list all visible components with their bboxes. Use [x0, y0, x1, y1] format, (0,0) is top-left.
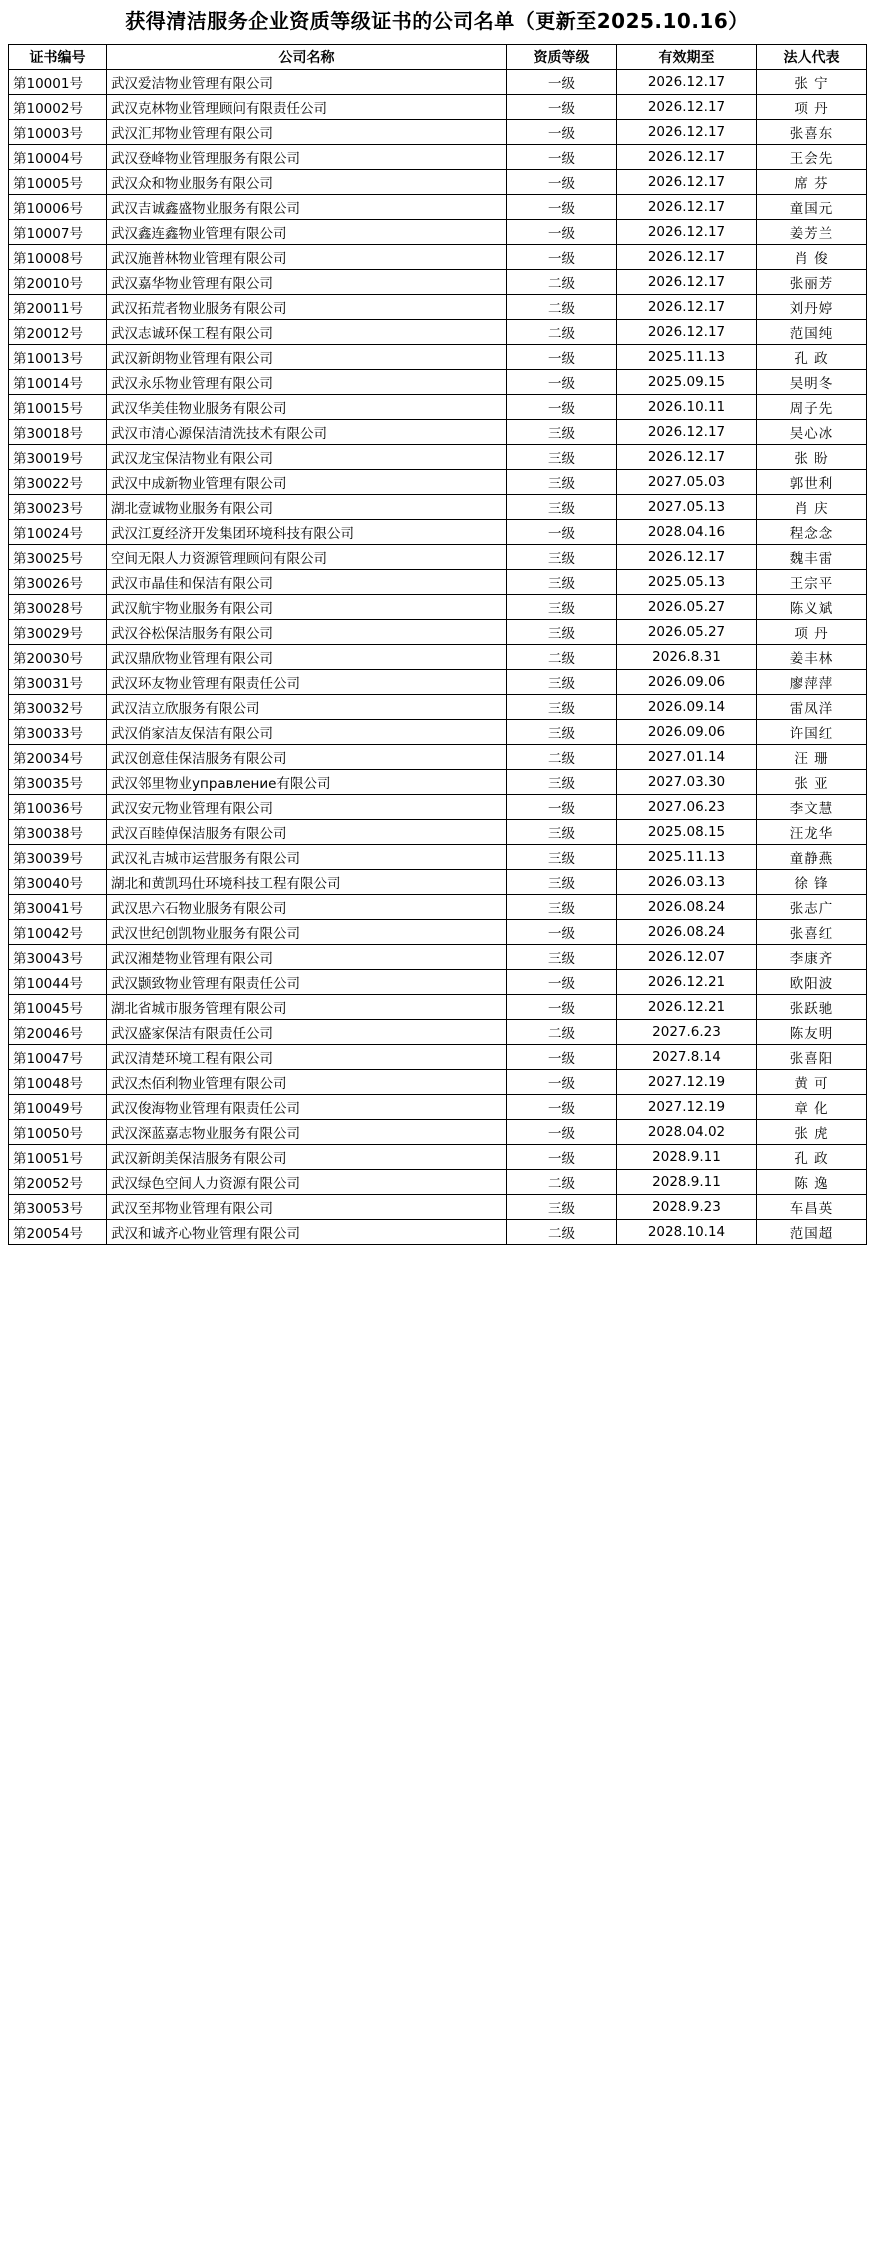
cell-valid-until: 2028.9.11 [617, 1170, 757, 1195]
cell-legal-rep: 童静燕 [757, 845, 867, 870]
cell-legal-rep: 项 丹 [757, 95, 867, 120]
cell-cert-id: 第20011号 [9, 295, 107, 320]
cell-grade: 二级 [507, 645, 617, 670]
cell-valid-until: 2026.08.24 [617, 920, 757, 945]
table-row [9, 870, 867, 895]
cell-legal-rep: 车昌英 [757, 1195, 867, 1220]
cell-grade: 二级 [507, 1020, 617, 1045]
table-row [9, 445, 867, 470]
cell-legal-rep: 姜丰林 [757, 645, 867, 670]
table-row [9, 795, 867, 820]
cell-cert-id: 第10050号 [9, 1120, 107, 1145]
cell-grade: 二级 [507, 320, 617, 345]
cell-grade: 二级 [507, 295, 617, 320]
cell-company-name: 武汉和诚齐心物业管理有限公司 [107, 1220, 507, 1245]
cell-company-name: 武汉安元物业管理有限公司 [107, 795, 507, 820]
cell-valid-until: 2028.9.11 [617, 1145, 757, 1170]
cell-valid-until: 2026.09.06 [617, 670, 757, 695]
cell-company-name: 武汉龙宝保洁物业有限公司 [107, 445, 507, 470]
cell-grade: 一级 [507, 370, 617, 395]
cell-grade: 三级 [507, 420, 617, 445]
cell-cert-id: 第20034号 [9, 745, 107, 770]
cell-cert-id: 第10036号 [9, 795, 107, 820]
cell-legal-rep: 张喜阳 [757, 1045, 867, 1070]
cell-valid-until: 2028.9.23 [617, 1195, 757, 1220]
cell-legal-rep: 席 芬 [757, 170, 867, 195]
cell-legal-rep: 肖 庆 [757, 495, 867, 520]
cell-cert-id: 第10014号 [9, 370, 107, 395]
cell-grade: 一级 [507, 920, 617, 945]
table-row [9, 120, 867, 145]
cell-cert-id: 第30025号 [9, 545, 107, 570]
table-row [9, 1220, 867, 1245]
cell-cert-id: 第30029号 [9, 620, 107, 645]
cell-legal-rep: 魏丰雷 [757, 545, 867, 570]
cell-legal-rep: 张丽芳 [757, 270, 867, 295]
cell-valid-until: 2027.03.30 [617, 770, 757, 795]
table-row [9, 1095, 867, 1120]
cell-legal-rep: 雷凤洋 [757, 695, 867, 720]
table-row [9, 1045, 867, 1070]
table-header-row [9, 45, 867, 70]
cell-company-name: 武汉众和物业服务有限公司 [107, 170, 507, 195]
cell-cert-id: 第30053号 [9, 1195, 107, 1220]
cell-valid-until: 2027.01.14 [617, 745, 757, 770]
cell-legal-rep: 汪龙华 [757, 820, 867, 845]
cell-valid-until: 2025.11.13 [617, 345, 757, 370]
table-row [9, 1170, 867, 1195]
cell-cert-id: 第20052号 [9, 1170, 107, 1195]
cell-valid-until: 2025.11.13 [617, 845, 757, 870]
cell-grade: 三级 [507, 445, 617, 470]
cell-company-name: 武汉登峰物业管理服务有限公司 [107, 145, 507, 170]
cell-valid-until: 2026.12.17 [617, 70, 757, 95]
cell-legal-rep: 吴心冰 [757, 420, 867, 445]
cell-company-name: 武汉中成新物业管理有限公司 [107, 470, 507, 495]
table-row [9, 1070, 867, 1095]
cell-company-name: 武汉深蓝嘉志物业服务有限公司 [107, 1120, 507, 1145]
cell-cert-id: 第10045号 [9, 995, 107, 1020]
cell-legal-rep: 王会先 [757, 145, 867, 170]
cell-valid-until: 2026.12.17 [617, 195, 757, 220]
cell-company-name: 武汉杰佰利物业管理有限公司 [107, 1070, 507, 1095]
cell-company-name: 武汉市晶佳和保洁有限公司 [107, 570, 507, 595]
cell-company-name: 武汉俏家洁友保洁有限公司 [107, 720, 507, 745]
cell-grade: 一级 [507, 220, 617, 245]
cell-grade: 三级 [507, 595, 617, 620]
cell-valid-until: 2027.06.23 [617, 795, 757, 820]
cell-valid-until: 2027.8.14 [617, 1045, 757, 1070]
cell-legal-rep: 项 丹 [757, 620, 867, 645]
cell-cert-id: 第20046号 [9, 1020, 107, 1045]
cell-legal-rep: 陈义斌 [757, 595, 867, 620]
cell-legal-rep: 张 宁 [757, 70, 867, 95]
cell-cert-id: 第20010号 [9, 270, 107, 295]
cell-cert-id: 第30028号 [9, 595, 107, 620]
cell-company-name: 武汉俊海物业管理有限责任公司 [107, 1095, 507, 1120]
table-row [9, 145, 867, 170]
cell-cert-id: 第30043号 [9, 945, 107, 970]
cell-valid-until: 2026.12.17 [617, 145, 757, 170]
cell-company-name: 武汉施普林物业管理有限公司 [107, 245, 507, 270]
cell-company-name: 武汉汇邦物业管理有限公司 [107, 120, 507, 145]
cell-grade: 三级 [507, 845, 617, 870]
cell-valid-until: 2026.12.21 [617, 995, 757, 1020]
column-header-valid-until: 有效期至 [617, 45, 757, 70]
table-row [9, 945, 867, 970]
cell-company-name: 武汉江夏经济开发集团环境科技有限公司 [107, 520, 507, 545]
cell-cert-id: 第20030号 [9, 645, 107, 670]
cell-valid-until: 2026.12.17 [617, 320, 757, 345]
table-row [9, 895, 867, 920]
cell-cert-id: 第10047号 [9, 1045, 107, 1070]
cell-legal-rep: 童国元 [757, 195, 867, 220]
cell-valid-until: 2026.10.11 [617, 395, 757, 420]
table-row [9, 720, 867, 745]
cell-grade: 三级 [507, 495, 617, 520]
cell-valid-until: 2027.05.13 [617, 495, 757, 520]
table-row [9, 995, 867, 1020]
table-row [9, 70, 867, 95]
table-row [9, 370, 867, 395]
cell-company-name: 武汉邻里物业управление有限公司 [107, 770, 507, 795]
table-row [9, 845, 867, 870]
cell-valid-until: 2026.12.17 [617, 245, 757, 270]
cell-cert-id: 第10005号 [9, 170, 107, 195]
cell-grade: 一级 [507, 345, 617, 370]
cell-grade: 一级 [507, 795, 617, 820]
cell-company-name: 武汉洁立欣服务有限公司 [107, 695, 507, 720]
cell-cert-id: 第10003号 [9, 120, 107, 145]
cell-legal-rep: 黄 可 [757, 1070, 867, 1095]
cell-cert-id: 第30022号 [9, 470, 107, 495]
cell-company-name: 武汉百睦倬保洁服务有限公司 [107, 820, 507, 845]
cell-company-name: 武汉环友物业管理有限责任公司 [107, 670, 507, 695]
table-row [9, 670, 867, 695]
table-header [9, 45, 867, 70]
cell-legal-rep: 张 虎 [757, 1120, 867, 1145]
cell-grade: 二级 [507, 1220, 617, 1245]
cell-grade: 一级 [507, 995, 617, 1020]
cell-company-name: 武汉谷松保洁服务有限公司 [107, 620, 507, 645]
cell-grade: 一级 [507, 1070, 617, 1095]
cell-cert-id: 第20012号 [9, 320, 107, 345]
column-header-company-name: 公司名称 [107, 45, 507, 70]
cell-grade: 一级 [507, 95, 617, 120]
cell-cert-id: 第10044号 [9, 970, 107, 995]
cell-company-name: 武汉嘉华物业管理有限公司 [107, 270, 507, 295]
cell-company-name: 武汉拓荒者物业服务有限公司 [107, 295, 507, 320]
cell-cert-id: 第10015号 [9, 395, 107, 420]
table-row [9, 345, 867, 370]
table-row [9, 570, 867, 595]
cell-legal-rep: 廖萍萍 [757, 670, 867, 695]
cell-legal-rep: 肖 俊 [757, 245, 867, 270]
page-title: 获得清洁服务企业资质等级证书的公司名单（更新至2025.10.16） [125, 9, 749, 33]
cell-grade: 一级 [507, 395, 617, 420]
cell-company-name: 武汉盛家保洁有限责任公司 [107, 1020, 507, 1045]
table-row [9, 595, 867, 620]
cell-grade: 三级 [507, 895, 617, 920]
cell-cert-id: 第10024号 [9, 520, 107, 545]
cell-cert-id: 第10007号 [9, 220, 107, 245]
cell-valid-until: 2028.04.16 [617, 520, 757, 545]
cell-cert-id: 第30041号 [9, 895, 107, 920]
cell-legal-rep: 欧阳波 [757, 970, 867, 995]
table-row [9, 545, 867, 570]
cell-legal-rep: 张喜东 [757, 120, 867, 145]
table-row [9, 695, 867, 720]
cell-company-name: 武汉礼吉城市运营服务有限公司 [107, 845, 507, 870]
cell-grade: 三级 [507, 770, 617, 795]
cell-valid-until: 2028.04.02 [617, 1120, 757, 1145]
cell-cert-id: 第30038号 [9, 820, 107, 845]
cell-legal-rep: 张喜红 [757, 920, 867, 945]
cell-grade: 二级 [507, 1170, 617, 1195]
cell-grade: 三级 [507, 545, 617, 570]
table-row [9, 170, 867, 195]
cell-company-name: 武汉思六石物业服务有限公司 [107, 895, 507, 920]
table-row [9, 195, 867, 220]
cell-cert-id: 第10013号 [9, 345, 107, 370]
cell-grade: 二级 [507, 745, 617, 770]
cell-cert-id: 第10008号 [9, 245, 107, 270]
cell-valid-until: 2026.08.24 [617, 895, 757, 920]
table-row [9, 970, 867, 995]
cell-grade: 三级 [507, 720, 617, 745]
cell-valid-until: 2026.05.27 [617, 595, 757, 620]
table-row [9, 820, 867, 845]
table-row [9, 220, 867, 245]
cell-company-name: 武汉创意佳保洁服务有限公司 [107, 745, 507, 770]
cell-cert-id: 第30031号 [9, 670, 107, 695]
cell-company-name: 武汉永乐物业管理有限公司 [107, 370, 507, 395]
cell-cert-id: 第30040号 [9, 870, 107, 895]
cell-legal-rep: 陈 逸 [757, 1170, 867, 1195]
cell-cert-id: 第10051号 [9, 1145, 107, 1170]
cell-legal-rep: 张 亚 [757, 770, 867, 795]
cell-company-name: 武汉鼎欣物业管理有限公司 [107, 645, 507, 670]
table-row [9, 745, 867, 770]
cell-valid-until: 2026.09.14 [617, 695, 757, 720]
table-row [9, 295, 867, 320]
table-row [9, 1195, 867, 1220]
table-row [9, 620, 867, 645]
cell-valid-until: 2026.09.06 [617, 720, 757, 745]
cell-legal-rep: 张志广 [757, 895, 867, 920]
cell-legal-rep: 章 化 [757, 1095, 867, 1120]
cell-company-name: 武汉世纪创凯物业服务有限公司 [107, 920, 507, 945]
cell-valid-until: 2027.05.03 [617, 470, 757, 495]
table-row [9, 770, 867, 795]
cell-legal-rep: 郭世利 [757, 470, 867, 495]
table-row [9, 520, 867, 545]
cell-grade: 三级 [507, 820, 617, 845]
cell-valid-until: 2026.03.13 [617, 870, 757, 895]
cell-valid-until: 2026.12.17 [617, 220, 757, 245]
cell-legal-rep: 孔 政 [757, 345, 867, 370]
table-row [9, 95, 867, 120]
cell-grade: 三级 [507, 945, 617, 970]
cell-company-name: 武汉新朗美保洁服务有限公司 [107, 1145, 507, 1170]
cell-company-name: 武汉湘楚物业管理有限公司 [107, 945, 507, 970]
cell-company-name: 武汉克林物业管理顾问有限责任公司 [107, 95, 507, 120]
table-row [9, 470, 867, 495]
cell-legal-rep: 张 盼 [757, 445, 867, 470]
cell-grade: 三级 [507, 570, 617, 595]
cell-legal-rep: 姜芳兰 [757, 220, 867, 245]
cell-company-name: 武汉航宇物业服务有限公司 [107, 595, 507, 620]
cell-legal-rep: 陈友明 [757, 1020, 867, 1045]
cell-grade: 一级 [507, 70, 617, 95]
cell-company-name: 武汉爱洁物业管理有限公司 [107, 70, 507, 95]
cell-valid-until: 2026.12.21 [617, 970, 757, 995]
cell-grade: 一级 [507, 520, 617, 545]
cell-grade: 一级 [507, 1095, 617, 1120]
column-header-cert-id: 证书编号 [9, 45, 107, 70]
cell-cert-id: 第20054号 [9, 1220, 107, 1245]
cell-valid-until: 2026.12.17 [617, 545, 757, 570]
cell-valid-until: 2026.05.27 [617, 620, 757, 645]
cell-legal-rep: 徐 锋 [757, 870, 867, 895]
table-row [9, 245, 867, 270]
cell-legal-rep: 张跃驰 [757, 995, 867, 1020]
cell-company-name: 武汉至邦物业管理有限公司 [107, 1195, 507, 1220]
cell-grade: 三级 [507, 470, 617, 495]
cell-valid-until: 2026.12.17 [617, 270, 757, 295]
cell-grade: 一级 [507, 970, 617, 995]
cell-company-name: 湖北和黄凯玛仕环境科技工程有限公司 [107, 870, 507, 895]
cell-grade: 一级 [507, 1120, 617, 1145]
table-row [9, 1020, 867, 1045]
cell-legal-rep: 汪 珊 [757, 745, 867, 770]
cell-legal-rep: 范国超 [757, 1220, 867, 1245]
cell-valid-until: 2025.05.13 [617, 570, 757, 595]
cell-valid-until: 2027.6.23 [617, 1020, 757, 1045]
cell-cert-id: 第10042号 [9, 920, 107, 945]
cell-legal-rep: 刘丹婷 [757, 295, 867, 320]
cell-valid-until: 2026.12.07 [617, 945, 757, 970]
table-body [9, 70, 867, 1245]
table-row [9, 395, 867, 420]
column-header-grade: 资质等级 [507, 45, 617, 70]
cell-cert-id: 第30023号 [9, 495, 107, 520]
cell-valid-until: 2026.12.17 [617, 420, 757, 445]
cell-grade: 一级 [507, 1145, 617, 1170]
table-row [9, 1145, 867, 1170]
cell-cert-id: 第30035号 [9, 770, 107, 795]
cell-grade: 一级 [507, 195, 617, 220]
cell-company-name: 武汉新朗物业管理有限公司 [107, 345, 507, 370]
cell-legal-rep: 吴明冬 [757, 370, 867, 395]
cell-valid-until: 2028.10.14 [617, 1220, 757, 1245]
table-row [9, 420, 867, 445]
table-row [9, 320, 867, 345]
cell-grade: 一级 [507, 145, 617, 170]
cell-cert-id: 第30026号 [9, 570, 107, 595]
cell-company-name: 武汉市清心源保洁清洗技术有限公司 [107, 420, 507, 445]
cell-grade: 三级 [507, 1195, 617, 1220]
cell-cert-id: 第30039号 [9, 845, 107, 870]
cell-grade: 三级 [507, 695, 617, 720]
cell-grade: 一级 [507, 170, 617, 195]
cell-valid-until: 2027.12.19 [617, 1095, 757, 1120]
table-row [9, 270, 867, 295]
cell-valid-until: 2026.12.17 [617, 95, 757, 120]
cell-valid-until: 2026.12.17 [617, 295, 757, 320]
certificate-table [8, 44, 867, 1245]
column-header-legal-rep: 法人代表 [757, 45, 867, 70]
cell-company-name: 空间无限人力资源管理顾问有限公司 [107, 545, 507, 570]
cell-valid-until: 2027.12.19 [617, 1070, 757, 1095]
cell-legal-rep: 程念念 [757, 520, 867, 545]
cell-grade: 一级 [507, 1045, 617, 1070]
cell-legal-rep: 王宗平 [757, 570, 867, 595]
cell-grade: 一级 [507, 120, 617, 145]
cell-legal-rep: 周子先 [757, 395, 867, 420]
cell-cert-id: 第10001号 [9, 70, 107, 95]
cell-legal-rep: 范国纯 [757, 320, 867, 345]
cell-legal-rep: 孔 政 [757, 1145, 867, 1170]
cell-cert-id: 第30018号 [9, 420, 107, 445]
cell-company-name: 武汉鑫连鑫物业管理有限公司 [107, 220, 507, 245]
table-row [9, 495, 867, 520]
cell-legal-rep: 李文慧 [757, 795, 867, 820]
cell-valid-until: 2026.8.31 [617, 645, 757, 670]
cell-grade: 三级 [507, 620, 617, 645]
cell-cert-id: 第10002号 [9, 95, 107, 120]
cell-cert-id: 第10049号 [9, 1095, 107, 1120]
table-row [9, 920, 867, 945]
cell-grade: 二级 [507, 270, 617, 295]
cell-company-name: 武汉颢致物业管理有限责任公司 [107, 970, 507, 995]
cell-legal-rep: 许国红 [757, 720, 867, 745]
cell-company-name: 武汉吉诚鑫盛物业服务有限公司 [107, 195, 507, 220]
cell-valid-until: 2025.09.15 [617, 370, 757, 395]
cell-valid-until: 2025.08.15 [617, 820, 757, 845]
cell-cert-id: 第30019号 [9, 445, 107, 470]
cell-company-name: 武汉清楚环境工程有限公司 [107, 1045, 507, 1070]
cell-cert-id: 第30033号 [9, 720, 107, 745]
cell-company-name: 湖北省城市服务管理有限公司 [107, 995, 507, 1020]
cell-cert-id: 第10006号 [9, 195, 107, 220]
cell-company-name: 湖北壹诚物业服务有限公司 [107, 495, 507, 520]
table-row [9, 1120, 867, 1145]
cell-company-name: 武汉华美佳物业服务有限公司 [107, 395, 507, 420]
cell-grade: 三级 [507, 870, 617, 895]
cell-cert-id: 第10004号 [9, 145, 107, 170]
cell-cert-id: 第30032号 [9, 695, 107, 720]
cell-grade: 一级 [507, 245, 617, 270]
cell-legal-rep: 李康齐 [757, 945, 867, 970]
cell-valid-until: 2026.12.17 [617, 170, 757, 195]
cell-valid-until: 2026.12.17 [617, 120, 757, 145]
cell-company-name: 武汉绿色空间人力资源有限公司 [107, 1170, 507, 1195]
cell-cert-id: 第10048号 [9, 1070, 107, 1095]
cell-valid-until: 2026.12.17 [617, 445, 757, 470]
table-row [9, 645, 867, 670]
cell-company-name: 武汉志诚环保工程有限公司 [107, 320, 507, 345]
cell-grade: 三级 [507, 670, 617, 695]
